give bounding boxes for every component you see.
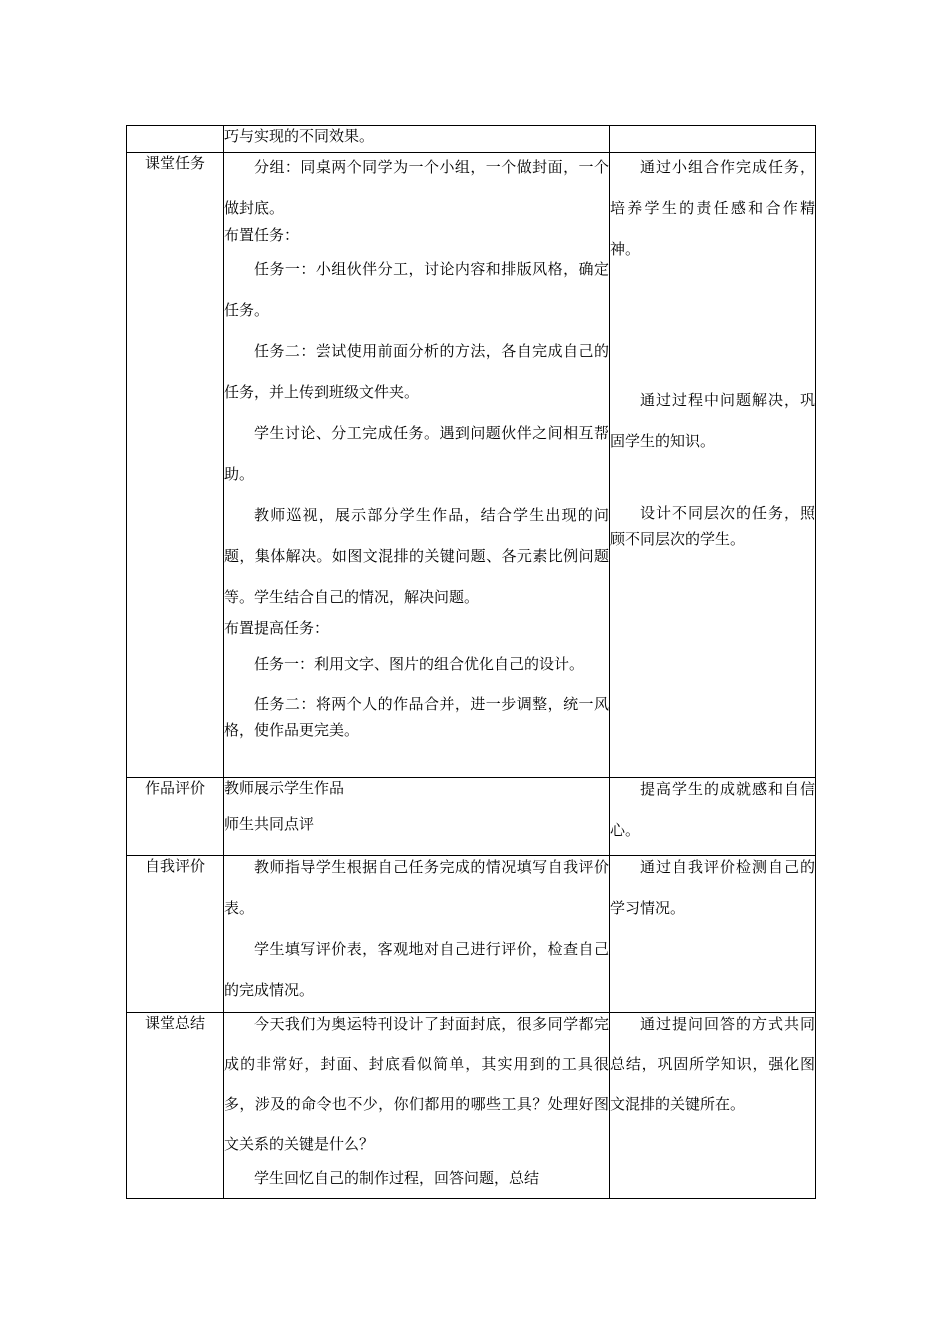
- content-paragraph: 学生填写评价表，客观地对自己进行评价，检查自己的完成情况。: [224, 940, 609, 999]
- table-row: [127, 1013, 816, 1199]
- content-paragraph: 教师展示学生作品: [224, 779, 345, 797]
- content-paragraph: 教师巡视，展示部分学生作品，结合学生出现的问题，集体解决。如图文混排的关键问题、各元素比例问题等。学生结合自己的情况，解决问题。: [224, 506, 609, 606]
- content-paragraph: 学生回忆自己的制作过程，回答问题，总结: [254, 1169, 540, 1187]
- table-row: [127, 856, 816, 1013]
- row-content: [224, 778, 610, 856]
- content-paragraph: 巧与实现的不同效果。: [224, 127, 375, 145]
- content-paragraph: 今天我们为奥运特刊设计了封面封底，很多同学都完成的非常好，封面、封底看似简单，其实用到的工具很多，涉及的命令也不少，你们都用的哪些工具？处理好图文关系的关键是什么？: [224, 1015, 609, 1153]
- content-paragraph: 布置任务：: [224, 226, 300, 244]
- row-notes: [610, 153, 816, 778]
- content-paragraph: 任务一：小组伙伴分工，讨论内容和排版风格，确定任务。: [224, 260, 609, 319]
- row-label: 课堂总结: [127, 1013, 224, 1199]
- note-paragraph: 通过过程中问题解决，巩固学生的知识。: [610, 391, 815, 450]
- content-paragraph: 任务一：利用文字、图片的组合优化自己的设计。: [254, 655, 585, 673]
- row-label: [127, 126, 224, 153]
- row-content: [224, 856, 610, 1013]
- table-row: [127, 778, 816, 856]
- content-paragraph: 教师指导学生根据自己任务完成的情况填写自我评价表。: [224, 858, 609, 917]
- row-label: 作品评价: [127, 778, 224, 856]
- content-paragraph: 分组：同桌两个同学为一个小组，一个做封面，一个做封底。: [224, 158, 609, 217]
- row-content: [224, 1013, 610, 1199]
- row-notes: [610, 1013, 816, 1199]
- content-paragraph: 布置提高任务：: [224, 619, 330, 637]
- table-row: [127, 153, 816, 778]
- note-paragraph: 通过自我评价检测自己的学习情况。: [610, 858, 815, 917]
- row-notes: [610, 778, 816, 856]
- lesson-plan-table: [126, 125, 816, 1199]
- content-paragraph: 师生共同点评: [224, 815, 315, 833]
- note-paragraph: 设计不同层次的任务，照顾不同层次的学生。: [610, 504, 815, 548]
- row-label: 课堂任务: [127, 153, 224, 778]
- note-paragraph: 通过小组合作完成任务，培养学生的责任感和合作精神。: [610, 158, 815, 258]
- content-paragraph: 任务二：将两个人的作品合并，进一步调整，统一风格，使作品更完美。: [224, 695, 609, 739]
- note-paragraph: 提高学生的成就感和自信心。: [610, 780, 815, 839]
- content-paragraph: 任务二：尝试使用前面分析的方法，各自完成自己的任务，并上传到班级文件夹。: [224, 342, 609, 401]
- note-paragraph: 通过提问回答的方式共同总结，巩固所学知识，强化图文混排的关键所在。: [610, 1015, 815, 1113]
- content-paragraph: 学生讨论、分工完成任务。遇到问题伙伴之间相互帮助。: [224, 424, 609, 483]
- row-notes: [610, 856, 816, 1013]
- row-content: [224, 153, 610, 778]
- row-label: 自我评价: [127, 856, 224, 1013]
